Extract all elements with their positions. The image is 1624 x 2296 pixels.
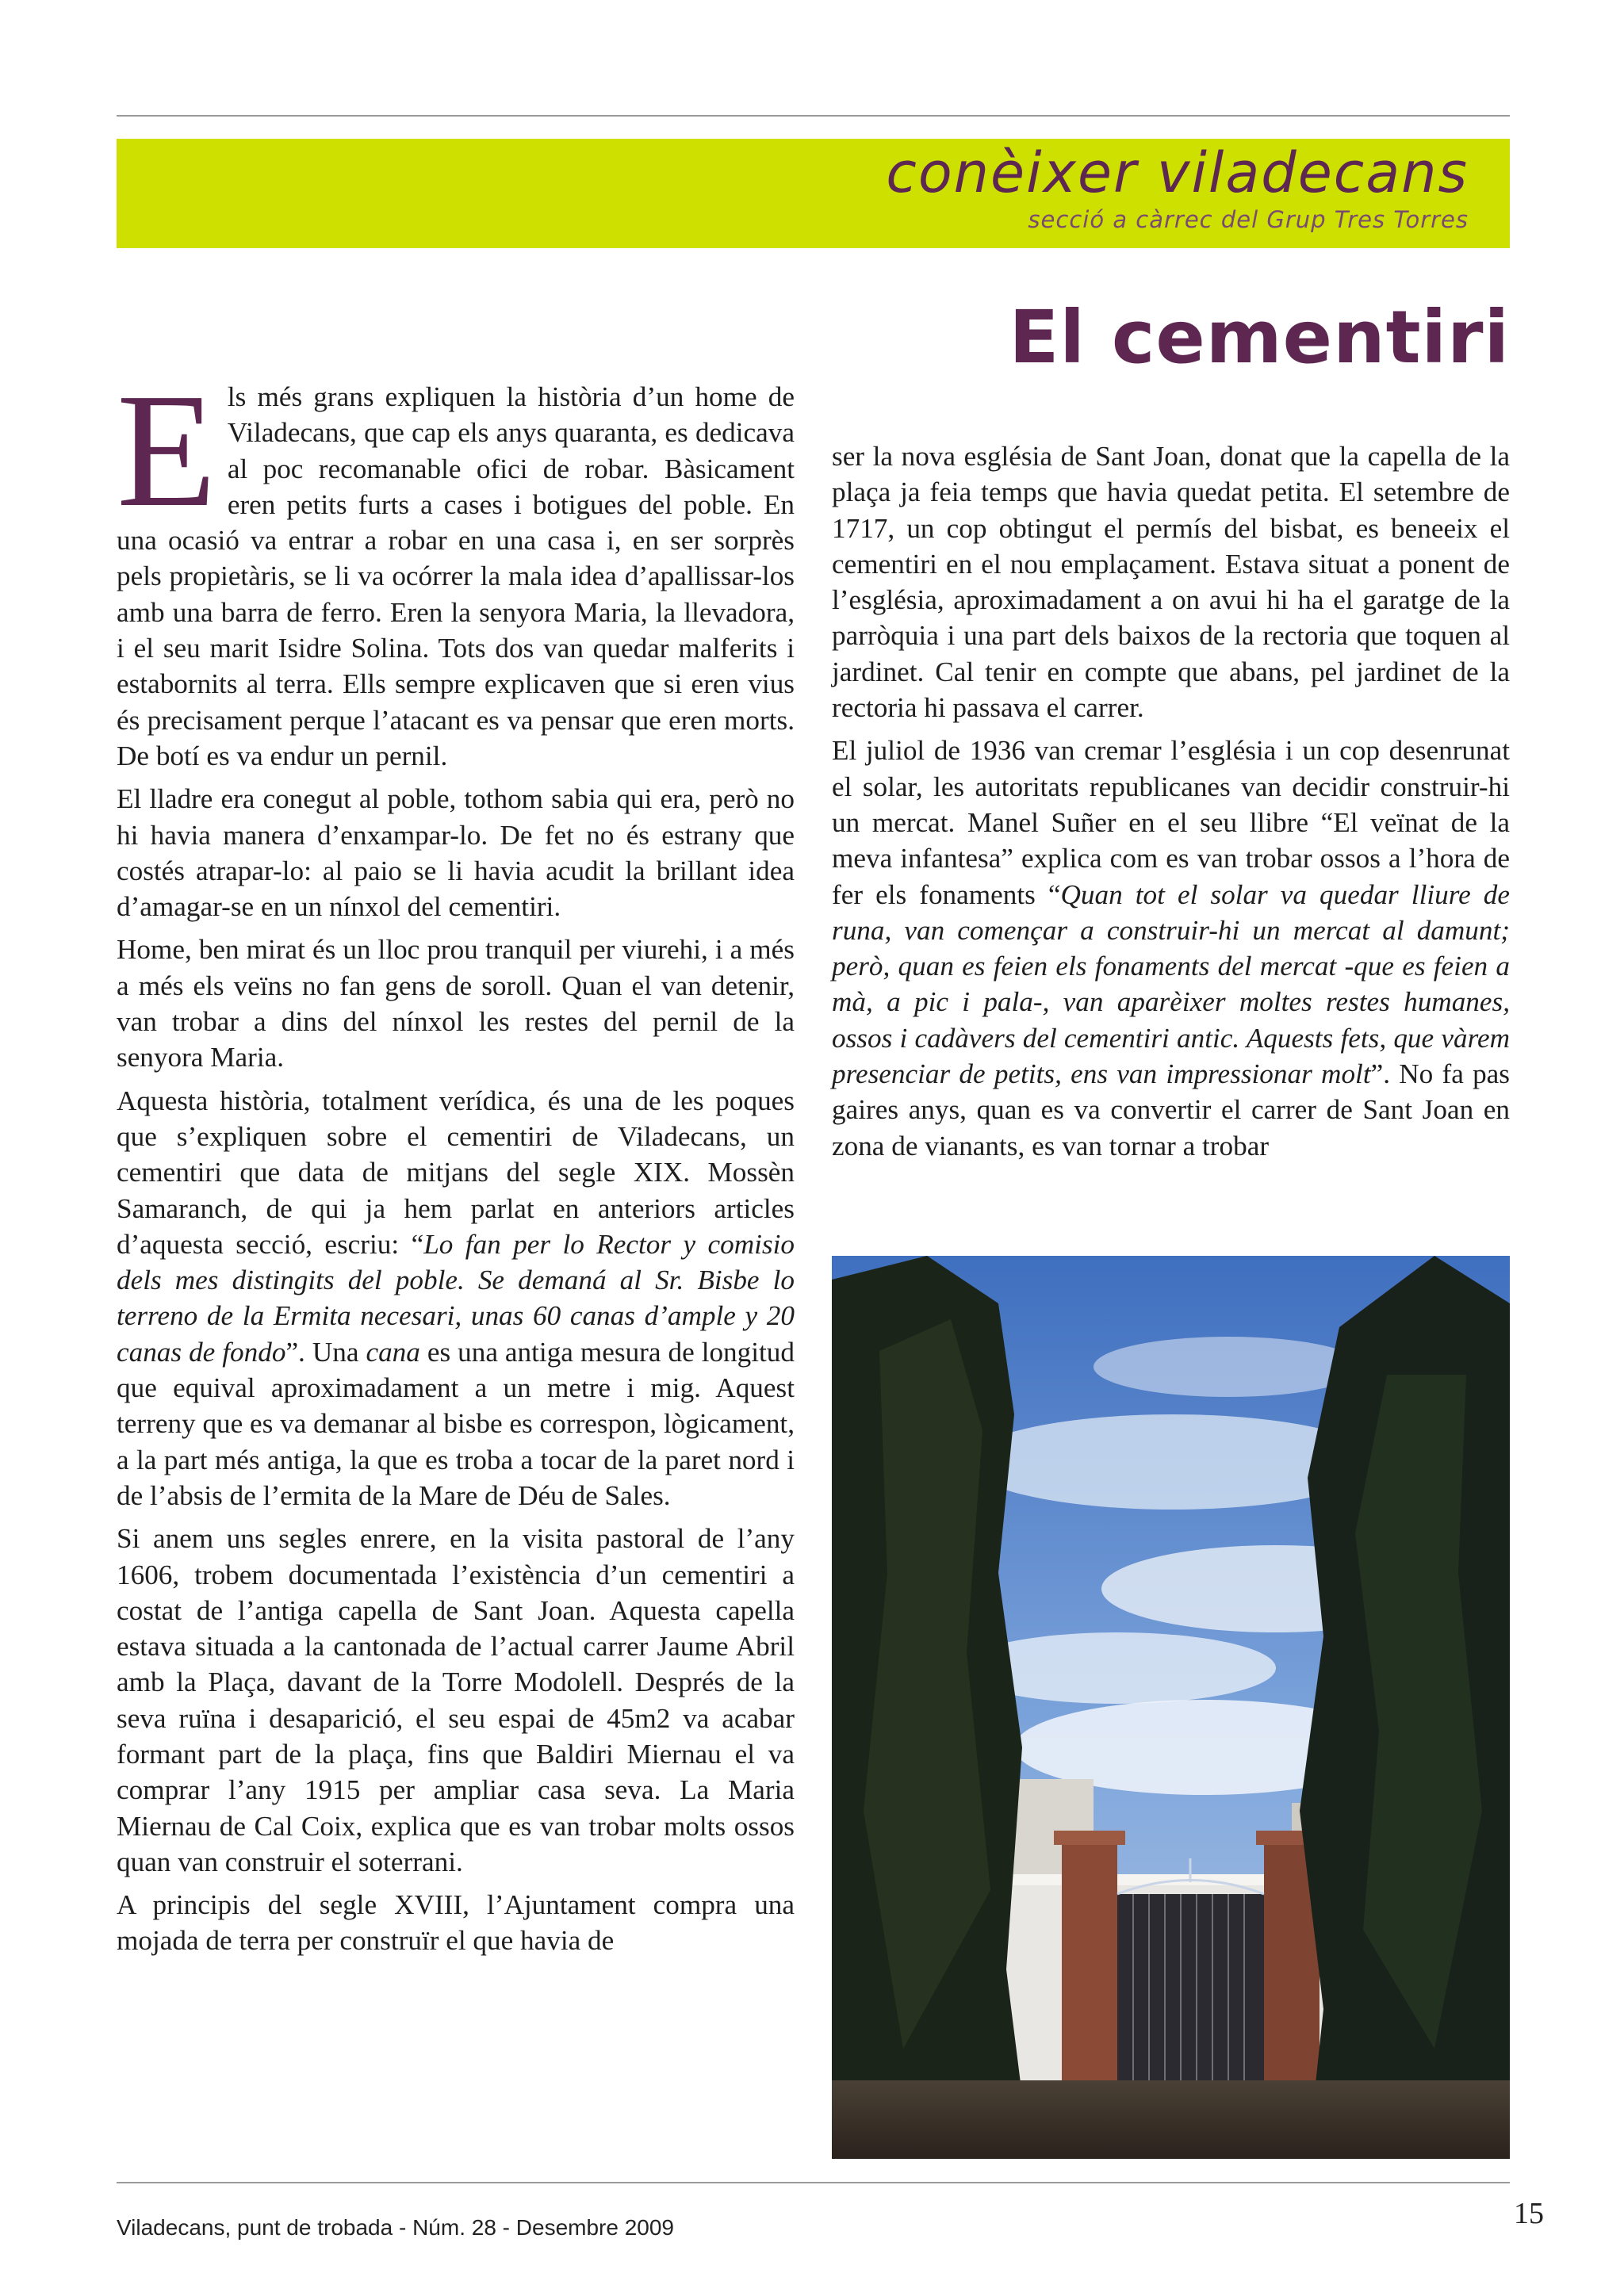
paragraph-text: ls més grans expliquen la història d’un home de Viladecans, que cap els anys quaranta, es dedicava al poc recomanable ofici de robar. Bàsicament eren petits furts a cases i botigues del poble. En una ocasió va entrar a robar en una casa i, en ser sorprès pels propietàris, se li va ocórrer la mala idea d’apallissar-los amb una barra de ferro. Eren la senyora Maria, la llevadora, i el seu marit Isidre Solina. Tots dos van quedar malferits i estabornits al terra. Ells sempre explicaven que si eren vius és precisament perque l’atacant es va pensar que eren morts. De botí es va endur un pernil. bbox=[117, 381, 795, 771]
left-column bbox=[117, 359, 795, 1966]
paragraph bbox=[117, 1083, 795, 1514]
paragraph bbox=[832, 733, 1510, 1164]
section-title: conèixer viladecans bbox=[886, 140, 1469, 205]
paragraph bbox=[117, 359, 795, 774]
paragraph-text: ”. Una bbox=[285, 1336, 366, 1368]
historical-quote: Lo fan per lo Rector y comisio dels mes distingits del poble. Se demaná al Sr. Bisbe lo terreno de la Ermita necesari, unas 60 canas d’ample y 20 canas de fondo bbox=[117, 1228, 795, 1368]
right-column bbox=[832, 438, 1510, 1171]
paragraph: Home, ben mirat és un lloc prou tranquil per viurehi, i a més a més els veïns no fan gens de soroll. Quan el van detenir, van trobar a dins del nínxol les restes del pernil de la senyora Maria. bbox=[117, 934, 795, 1073]
page-number: 15 bbox=[1514, 2197, 1544, 2230]
paragraph: ser la nova església de Sant Joan, donat que la capella de la plaça ja feia temps que havia quedat petita. El setembre de 1717, un cop obtingut el permís del bisbat, es beneeix el cementiri en el nou emplaçament. Estava situat a ponent de l’església, aproximadament a on avui hi ha el garatge de la parròquia i una part dels baixos de la rectoria que toquen al jardinet. Cal tenir en compte que abans, pel jardinet de la rectoria hi passava el carrer. bbox=[832, 441, 1510, 724]
drop-cap: E bbox=[117, 359, 216, 541]
cemetery-gate-photo bbox=[832, 1256, 1510, 2159]
book-quote: Quan tot el solar va quedar lliure de runa, van començar a construir-hi un mercat al damunt; però, quan es feien els fonaments del mercat -que es feien a mà, a pic i pala-, van aparèixer moltes restes humanes, ossos i cadàvers del cementiri antic. Aquests fets, que vàrem presenciar de petits, ens van impressionar molt bbox=[832, 878, 1510, 1090]
bottom-rule bbox=[117, 2182, 1510, 2183]
top-rule bbox=[117, 115, 1510, 117]
paragraph-text: El juliol de 1936 van cremar l’església i un cop desenrunat el solar, les autoritats republicanes van decidir construir-hi un mercat. Manel Suñer en el seu llibre “El veïnat de la meva infantesa” explica com es van trobar ossos a l’hora de fer els fonaments “ bbox=[832, 735, 1510, 910]
paragraph: Si anem uns segles enrere, en la visita pastoral de l’any 1606, trobem documentada l’existència d’un cementiri a costat de l’antiga capella de Sant Joan. Aquesta capella estava situada a la cantonada de l’actual carrer Jaume Abril amb la Plaça, davant de la Torre Modolell. Després de la seva ruïna i desaparició, el seu espai de 45m2 va acabar formant part de la plaça, fins que Baldiri Miernau el va comprar l’any 1915 per ampliar casa seva. La Maria Miernau de Cal Coix, explica que es van trobar molts ossos quan van construir el soterrani. bbox=[117, 1523, 795, 1877]
paragraph-text: Aquesta història, totalment verídica, és una de les poques que s’expliquen sobre el cementiri de Viladecans, un cementiri que data de mitjans del segle XIX. Mossèn Samaranch, de qui ja hem parlat en anteriors articles d’aquesta secció, escriu: “ bbox=[117, 1085, 795, 1260]
section-banner bbox=[117, 139, 1510, 248]
section-subtitle: secció a càrrec del Grup Tres Torres bbox=[1028, 206, 1469, 233]
paragraph-text: es una antiga mesura de longitud que equival aproximadament a un metre i mig. Aquest terreny que es va demanar al bisbe es correspon, lògicament, a la part més antiga, la que es troba a tocar de la paret nord i de l’absis de l’ermita de la Mare de Déu de Sales. bbox=[117, 1336, 795, 1511]
paragraph-text: ”. No fa pas gaires anys, quan es va convertir el carrer de Sant Joan en zona de vianants, es van tornar a trobar bbox=[832, 1058, 1510, 1161]
publication-footer: Viladecans, punt de trobada - Núm. 28 - Desembre 2009 bbox=[117, 2215, 675, 2240]
paragraph: El lladre era conegut al poble, tothom sabia qui era, però no hi havia manera d’enxampar-lo. De fet no és estrany que costés atrapar-lo: al paio se li havia acudit la brillant idea d’amagar-se en un nínxol del cementiri. bbox=[117, 783, 795, 923]
article-headline: El cementiri bbox=[1009, 295, 1510, 380]
term-cana: cana bbox=[366, 1336, 420, 1368]
paragraph: A principis del segle XVIII, l’Ajuntament compra una mojada de terra per construïr el que havia de bbox=[117, 1889, 795, 1957]
